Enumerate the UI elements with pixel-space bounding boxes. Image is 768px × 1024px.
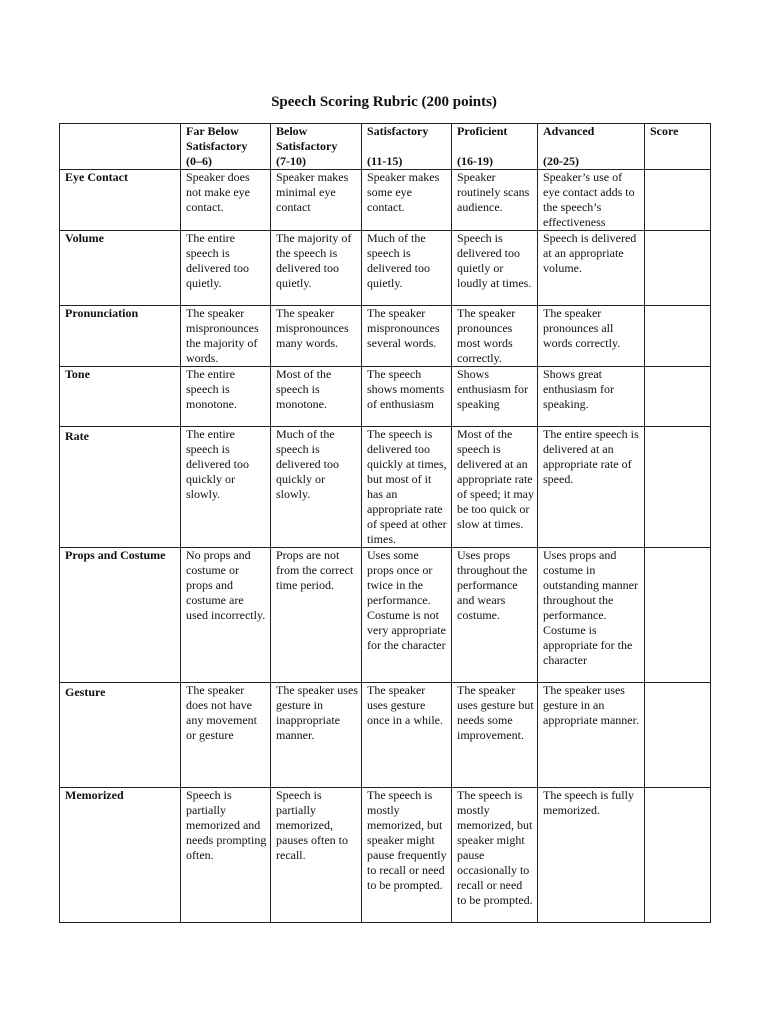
header-label: Proficient: [457, 124, 508, 138]
rubric-table: [59, 123, 711, 923]
rubric-cell: Speaker makes some eye contact.: [362, 170, 452, 231]
rubric-cell: The speaker mispronounces the majority of words.: [181, 306, 271, 367]
rubric-cell: Shows enthusiasm for speaking: [452, 367, 538, 427]
score-cell[interactable]: [645, 306, 711, 367]
header-satisfactory: [362, 124, 452, 170]
rubric-cell: The speaker uses gesture in an appropriate manner.: [538, 683, 645, 788]
rubric-cell: The speaker mispronounces many words.: [271, 306, 362, 367]
header-label: Far Below Satisfactory: [186, 124, 248, 153]
criterion-pronunciation: Pronunciation: [60, 306, 181, 367]
rubric-cell: Speaker routinely scans audience.: [452, 170, 538, 231]
criterion-memorized: Memorized: [60, 788, 181, 923]
header-below: [271, 124, 362, 170]
header-label: Advanced: [543, 124, 595, 138]
rubric-cell: Speech is partially memorized and needs prompting often.: [181, 788, 271, 923]
header-criterion: [60, 124, 181, 170]
rubric-cell: The entire speech is monotone.: [181, 367, 271, 427]
header-range: (11-15): [367, 154, 403, 168]
header-advanced: [538, 124, 645, 170]
rubric-cell: The speech is delivered too quickly at times, but most of it has an appropriate rate of speed at other times.: [362, 427, 452, 548]
page-title: Speech Scoring Rubric (200 points): [271, 94, 497, 110]
header-row: [60, 124, 711, 170]
rubric-cell: Speaker does not make eye contact.: [181, 170, 271, 231]
table-row: [60, 683, 711, 788]
rubric-cell: Most of the speech is delivered at an appropriate rate of speed; it may be too quick or slow at times.: [452, 427, 538, 548]
table-row: [60, 427, 711, 548]
criterion-eye-contact: Eye Contact: [60, 170, 181, 231]
score-cell[interactable]: [645, 548, 711, 683]
header-range: (20-25): [543, 154, 579, 168]
rubric-cell: Speech is delivered too quietly or loudly at times.: [452, 231, 538, 306]
rubric-cell: The speech is fully memorized.: [538, 788, 645, 923]
rubric-cell: The entire speech is delivered at an appropriate rate of speed.: [538, 427, 645, 548]
rubric-cell: Speaker makes minimal eye contact: [271, 170, 362, 231]
header-proficient: [452, 124, 538, 170]
header-score: [645, 124, 711, 170]
rubric-cell: Speaker’s use of eye contact adds to the speech’s effectiveness: [538, 170, 645, 231]
criterion-tone: Tone: [60, 367, 181, 427]
table-row: [60, 231, 711, 306]
rubric-cell: The speaker pronounces all words correctly.: [538, 306, 645, 367]
score-cell[interactable]: [645, 367, 711, 427]
score-cell[interactable]: [645, 788, 711, 923]
score-cell[interactable]: [645, 231, 711, 306]
header-range: (7-10): [276, 154, 306, 168]
table-row: [60, 367, 711, 427]
rubric-cell: The speaker mispronounces several words.: [362, 306, 452, 367]
table-row: [60, 306, 711, 367]
rubric-cell: The speaker uses gesture in inappropriate manner.: [271, 683, 362, 788]
score-cell[interactable]: [645, 427, 711, 548]
rubric-cell: The entire speech is delivered too quickly or slowly.: [181, 427, 271, 548]
table-row: [60, 548, 711, 683]
rubric-cell: The speaker uses gesture once in a while.: [362, 683, 452, 788]
score-cell[interactable]: [645, 170, 711, 231]
rubric-cell: No props and costume or props and costume are used incorrectly.: [181, 548, 271, 683]
table-row: [60, 788, 711, 923]
rubric-cell: The majority of the speech is delivered too quietly.: [271, 231, 362, 306]
criterion-volume: Volume: [60, 231, 181, 306]
criterion-rate: Rate: [60, 427, 181, 548]
rubric-cell: Much of the speech is delivered too quietly.: [362, 231, 452, 306]
rubric-cell: The speaker uses gesture but needs some improvement.: [452, 683, 538, 788]
rubric-cell: Uses props throughout the performance and wears costume.: [452, 548, 538, 683]
rubric-cell: Uses props and costume in outstanding manner throughout the performance. Costume is appropriate for the character: [538, 548, 645, 683]
rubric-cell: Uses some props once or twice in the performance. Costume is not very appropriate for the character: [362, 548, 452, 683]
rubric-cell: Speech is delivered at an appropriate volume.: [538, 231, 645, 306]
header-far-below: [181, 124, 271, 170]
score-cell[interactable]: [645, 683, 711, 788]
rubric-cell: The speech is mostly memorized, but speaker might pause frequently to recall or need to be prompted.: [362, 788, 452, 923]
rubric-cell: The entire speech is delivered too quietly.: [181, 231, 271, 306]
criterion-props-costume: Props and Costume: [60, 548, 181, 683]
table-row: [60, 170, 711, 231]
rubric-cell: The speech shows moments of enthusiasm: [362, 367, 452, 427]
header-range: (0–6): [186, 154, 212, 168]
header-label: Satisfactory: [367, 124, 429, 138]
rubric-cell: The speech is mostly memorized, but speaker might pause occasionally to recall or need to be prompted.: [452, 788, 538, 923]
header-label: Score: [650, 124, 679, 138]
rubric-cell: Most of the speech is monotone.: [271, 367, 362, 427]
rubric-cell: Props are not from the correct time period.: [271, 548, 362, 683]
header-label: Below Satisfactory: [276, 124, 338, 153]
criterion-gesture: Gesture: [60, 683, 181, 788]
rubric-cell: Shows great enthusiasm for speaking.: [538, 367, 645, 427]
rubric-cell: Speech is partially memorized, pauses often to recall.: [271, 788, 362, 923]
header-range: (16-19): [457, 154, 493, 168]
rubric-cell: The speaker does not have any movement or gesture: [181, 683, 271, 788]
rubric-cell: The speaker pronounces most words correctly.: [452, 306, 538, 367]
rubric-cell: Much of the speech is delivered too quickly or slowly.: [271, 427, 362, 548]
